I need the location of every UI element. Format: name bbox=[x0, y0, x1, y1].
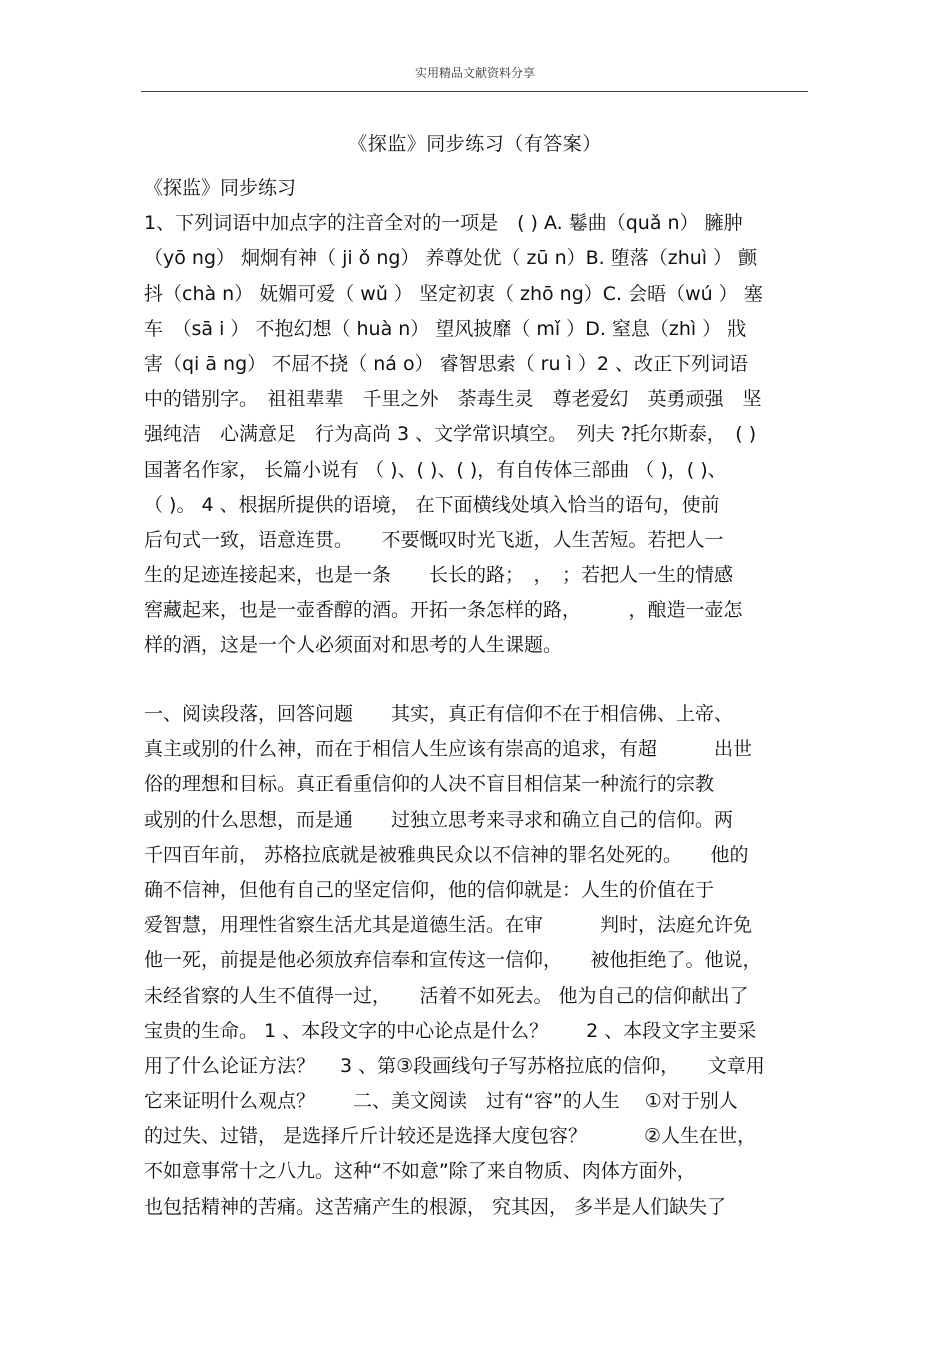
text-line: 样的酒，这是一个人必须面对和思考的人生课题。 bbox=[144, 634, 563, 657]
document-title: 《探监》同步练习（有答案） bbox=[348, 133, 602, 155]
text-line: 抖（chà n） 妩媚可爱（ wǔ ） 坚定初衷（ zhō ng）C. 会晤（wú ） 塞 bbox=[144, 282, 763, 305]
text-line: 用了什么论证方法？ 3 、第③段画线句子写苏格拉底的信仰， 文章用 bbox=[144, 1054, 765, 1077]
text-line: 爱智慧，用理性省察生活尤其是道德生活。在审 判时，法庭允许免 bbox=[144, 914, 753, 937]
text-line: 后句式一致，语意连贯。 不要慨叹时光飞逝，人生苦短。若把人一 bbox=[144, 528, 724, 551]
header-divider bbox=[141, 91, 808, 92]
text-line: 车 （sā i ） 不抱幻想（ huà n） 望风披靡（ mǐ ）D. 窒息（zhì ） 戕 bbox=[144, 317, 747, 340]
text-line: 真主或别的什么神，而在于相信人生应该有崇高的追求，有超 出世 bbox=[144, 738, 753, 761]
text-line: 宝贵的生命。 1 、本段文字的中心论点是什么？ 2 、本段文字主要采 bbox=[144, 1019, 757, 1042]
reading-block bbox=[144, 697, 812, 1225]
text-line: （ )。 4 、根据所提供的语境， 在下面横线处填入恰当的语句，使前 bbox=[144, 493, 720, 516]
text-line: 俗的理想和目标。真正看重信仰的人决不盲目相信某一种流行的宗教 bbox=[144, 773, 715, 796]
text-line: 《探监》同步练习 bbox=[144, 177, 297, 199]
text-line: 中的错别字。 祖祖辈辈 千里之外 荼毒生灵 尊老爱幻 英勇顽强 坚 bbox=[144, 388, 762, 411]
text-line: 害（qi ā ng） 不屈不挠（ ná o） 睿智思索（ ru ì ）2 、改正下列词语 bbox=[144, 352, 749, 375]
text-line: 的过失、过错， 是选择斤斤计较还是选择大度包容？ ②人生在世， bbox=[144, 1125, 757, 1148]
text-line: （yō ng） 炯炯有神（ ji ǒ ng） 养尊处优（ zū n）B. 堕落（zhuì ） 颤 bbox=[144, 247, 758, 270]
text-line: 国著名作家， 长篇小说有 （ )、( )、( )，有自传体三部曲 （ )，( )、 bbox=[144, 458, 727, 481]
text-line: 一、阅读段落，回答问题 其实，真正有信仰不在于相信佛、上帝、 bbox=[144, 703, 734, 725]
text-line: 未经省察的人生不值得一过， 活着不如死去。 他为自己的信仰献出了 bbox=[144, 984, 749, 1007]
text-line: 不如意事常十之八九。这种“不如意”除了来自物质、肉体方面外， bbox=[144, 1160, 696, 1183]
exercise-block bbox=[144, 171, 812, 664]
text-line: 它来证明什么观点？ 二、美文阅读 过有“容”的人生 ①对于别人 bbox=[144, 1090, 738, 1113]
text-line: 生的足迹连接起来，也是一条 长长的路； ， ；若把人一生的情感 bbox=[144, 564, 734, 587]
text-line: 他一死，前提是他必须放弃信奉和宣传这一信仰， 被他拒绝了。他说， bbox=[144, 949, 762, 972]
text-line: 或别的什么思想，而是通 过独立思考来寻求和确立自己的信仰。两 bbox=[144, 808, 734, 831]
page-header: 实用精品文献资料分享 bbox=[414, 66, 535, 80]
text-line: 确不信神，但他有自己的坚定信仰，他的信仰就是：人生的价值在于 bbox=[144, 878, 715, 901]
text-line: 千四百年前， 苏格拉底就是被雅典民众以不信神的罪名处死的。 他的 bbox=[144, 843, 749, 866]
text-line: 也包括精神的苦痛。这苦痛产生的根源， 究其因， 多半是人们缺失了 bbox=[144, 1195, 727, 1218]
text-line: 窖藏起来，也是一壶香醇的酒。开拓一条怎样的路， ，酿造一壶怎 bbox=[144, 599, 743, 622]
text-line: 1、下列词语中加点字的注音全对的一项是 ( ) A. 鬈曲（quǎ n） 臃肿 bbox=[144, 212, 743, 235]
text-line: 强纯洁 心满意足 行为高尚 3 、文学常识填空。 列夫 ?托尔斯泰， ( ) bbox=[144, 423, 757, 446]
